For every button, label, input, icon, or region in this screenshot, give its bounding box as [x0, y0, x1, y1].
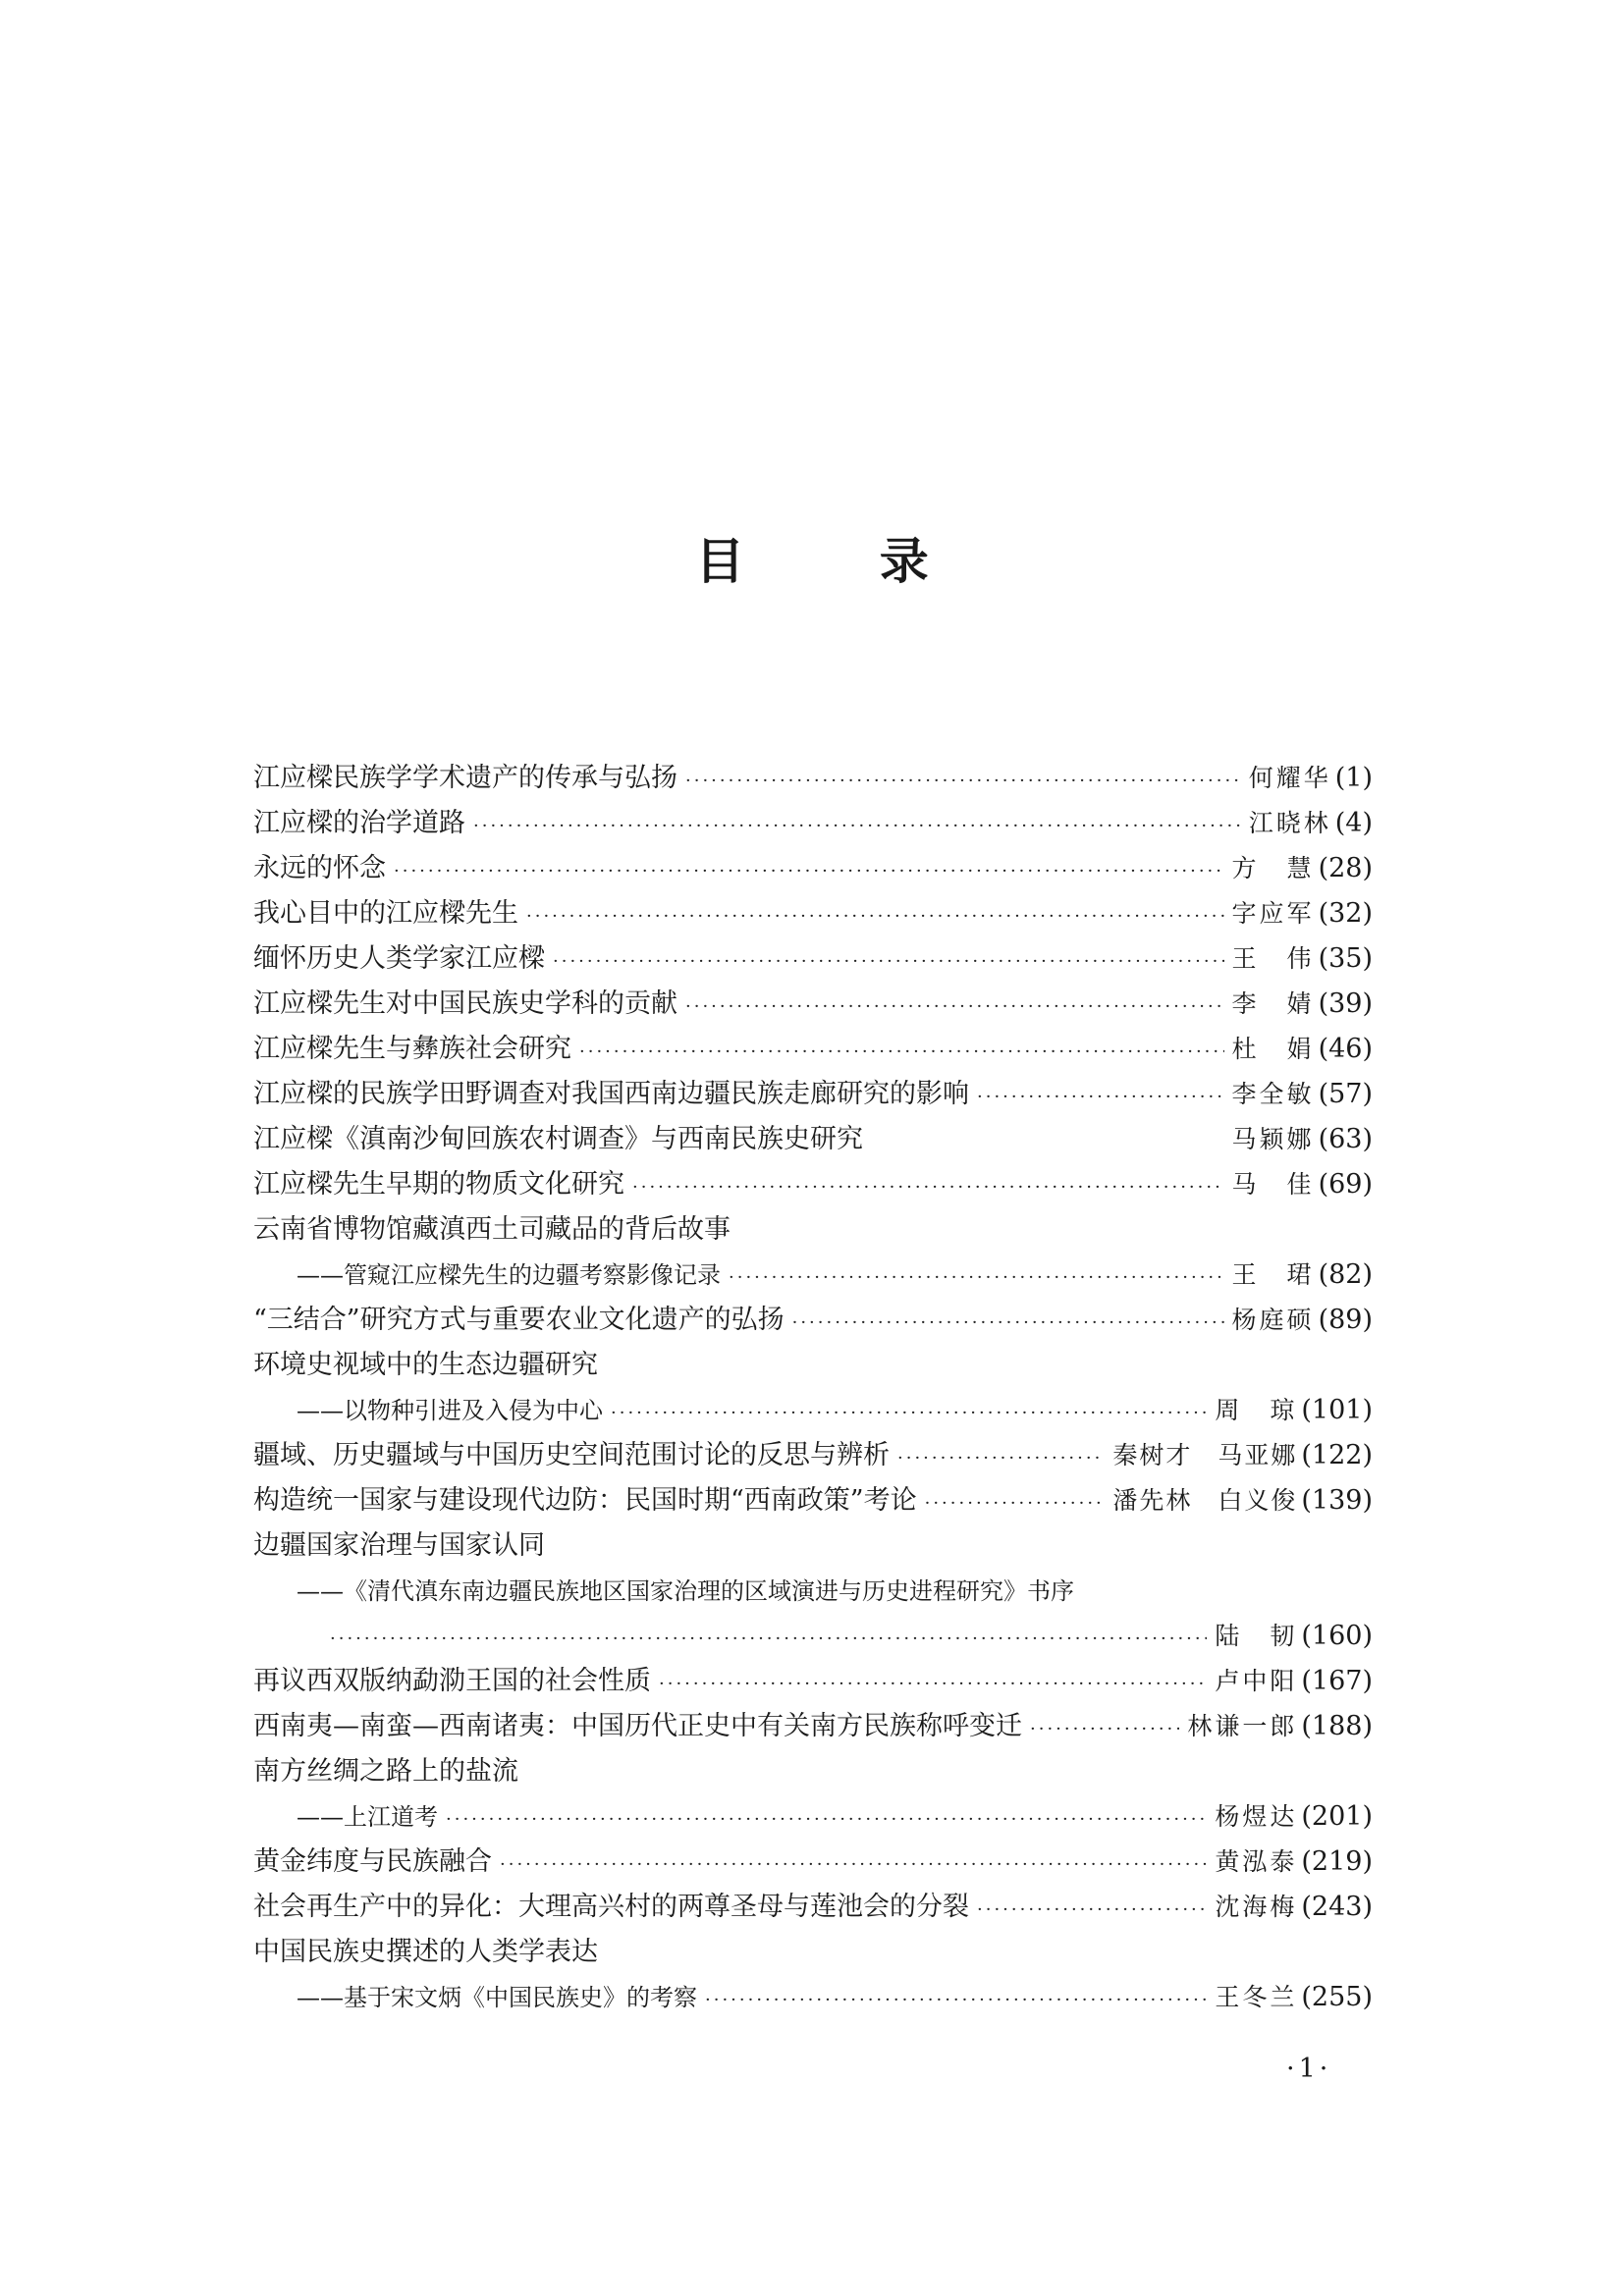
toc-entry-page: (28): [1318, 853, 1373, 883]
toc-entry-subtitle: [253, 1253, 1373, 1298]
toc-entry-page: (32): [1318, 898, 1373, 929]
toc-entry-page: (63): [1318, 1124, 1373, 1154]
toc-entry-title: 江应樑《滇南沙甸回族农村调查》与西南民族史研究: [253, 1124, 863, 1154]
toc-entry-subtitle-text: ——管窥江应樑先生的边疆考察影像记录: [297, 1261, 721, 1289]
toc-leader-dots: [394, 849, 1224, 894]
toc-leader-dots: [729, 1255, 1224, 1301]
toc-entry-author-second: 白义俊: [1218, 1486, 1298, 1515]
toc-entry-title: 云南省博物馆藏滇西土司藏品的背后故事: [253, 1214, 731, 1245]
toc-entry-page: (243): [1301, 1892, 1373, 1922]
toc-entry-title: 构造统一国家与建设现代边防：民国时期“西南政策”考论: [253, 1485, 917, 1516]
toc-entry-continuation: [253, 1614, 1373, 1659]
toc-entry: [253, 1072, 1373, 1117]
toc-entry-page: (57): [1318, 1079, 1373, 1109]
toc-entry-author: 杜 娟: [1231, 1035, 1315, 1063]
toc-entry-title: 社会再生产中的异化：大理高兴村的两尊圣母与莲池会的分裂: [253, 1892, 969, 1922]
toc-entry-title: 边疆国家治理与国家认同: [253, 1530, 545, 1561]
toc-entry-heading: [253, 1930, 1373, 1975]
toc-entry-subtitle: [253, 1388, 1373, 1433]
toc-entry-author: 杨庭硕: [1231, 1306, 1315, 1334]
toc-entry: [253, 1162, 1373, 1207]
toc-entry: [253, 1117, 1373, 1162]
toc-entry-title: 江应樑的治学道路: [253, 808, 465, 838]
toc-entry-title: 环境史视域中的生态边疆研究: [253, 1350, 598, 1380]
toc-entry-page: (39): [1318, 988, 1373, 1019]
toc-entry-title: 南方丝绸之路上的盐流: [253, 1756, 518, 1787]
toc-leader-dots: [446, 1797, 1207, 1842]
toc-leader-dots: [500, 1842, 1207, 1888]
toc-entry: [253, 1704, 1373, 1749]
toc-entry: [253, 1840, 1373, 1885]
toc-leader-dots: [792, 1301, 1224, 1346]
toc-entry-author: 王冬兰: [1215, 1983, 1298, 2011]
toc-entry-page: (122): [1301, 1440, 1373, 1470]
toc-entry-author: 陆 韧: [1215, 1622, 1298, 1650]
toc-entry-page: (89): [1318, 1305, 1373, 1335]
toc-entry-page: (139): [1301, 1485, 1373, 1516]
toc-entry-author: 周 琼: [1215, 1396, 1298, 1424]
toc-leader-dots: [977, 1888, 1207, 1933]
toc-entry-subtitle-text: ——基于宋文炳《中国民族史》的考察: [297, 1984, 697, 2011]
toc-entry-heading: [253, 1749, 1373, 1794]
page-title: 目 录: [695, 532, 988, 590]
toc-leader-dots: [685, 985, 1224, 1030]
toc-entry: [253, 1885, 1373, 1930]
toc-entry: [253, 936, 1373, 982]
toc-leader-dots: [330, 1617, 1207, 1662]
toc-entry: [253, 1659, 1373, 1704]
toc-entry: [253, 1298, 1373, 1343]
toc-entry-subtitle-text: ——《清代滇东南边疆民族地区国家治理的区域演进与历史进程研究》书序: [297, 1577, 1074, 1605]
toc-entry-author: 何耀华: [1248, 764, 1331, 792]
toc-entry-page: (46): [1318, 1034, 1373, 1064]
toc-entry: [253, 801, 1373, 846]
toc-entry-title: 江应樑民族学学术遗产的传承与弘扬: [253, 763, 677, 793]
toc-entry-author: 黄泓泰: [1215, 1847, 1298, 1876]
toc-entry-authors: [1112, 1433, 1297, 1478]
toc-entry-author: 王 珺: [1231, 1260, 1315, 1289]
toc-entry-author: 潘先林: [1112, 1486, 1193, 1515]
toc-entry: [253, 1478, 1373, 1523]
toc-entry-heading: [253, 1523, 1373, 1569]
table-of-contents: [253, 756, 1373, 2020]
toc-entry-page: (167): [1301, 1666, 1373, 1696]
toc-leader-dots: [473, 804, 1241, 849]
toc-leader-dots: [1030, 1707, 1179, 1752]
toc-leader-dots: [579, 1030, 1224, 1075]
toc-entry-page: (69): [1318, 1169, 1373, 1200]
toc-entry-page: (160): [1301, 1621, 1373, 1651]
toc-entry-author: 卢中阳: [1215, 1667, 1298, 1695]
toc-entry-authors: [1112, 1478, 1297, 1523]
toc-entry: [253, 891, 1373, 936]
toc-entry-page: (35): [1318, 943, 1373, 974]
toc-entry-title: 黄金纬度与民族融合: [253, 1846, 492, 1877]
toc-entry-author: 马颖娜: [1231, 1125, 1315, 1153]
toc-leader-dots: [977, 1075, 1224, 1120]
toc-entry-author: 杨煜达: [1215, 1802, 1298, 1831]
toc-entry-subtitle: [253, 1569, 1373, 1614]
toc-entry-heading: [253, 1207, 1373, 1253]
toc-entry-title: 再议西双版纳勐泐王国的社会性质: [253, 1666, 651, 1696]
toc-entry: [253, 1027, 1373, 1072]
page-number: ·1·: [1286, 2054, 1332, 2084]
toc-entry-page: (101): [1301, 1395, 1373, 1425]
toc-entry-title: “三结合”研究方式与重要农业文化遗产的弘扬: [253, 1305, 785, 1335]
toc-entry-subtitle-text: ——以物种引进及入侵为中心: [297, 1397, 603, 1424]
toc-entry-title: 江应樑先生对中国民族史学科的贡献: [253, 988, 677, 1019]
toc-entry-author: 王 伟: [1231, 944, 1315, 973]
toc-entry: [253, 982, 1373, 1027]
toc-entry-page: (4): [1334, 808, 1373, 838]
toc-entry-subtitle: [253, 1975, 1373, 2020]
toc-entry: [253, 846, 1373, 891]
toc-entry-title: 永远的怀念: [253, 853, 386, 883]
toc-leader-dots: [632, 1165, 1224, 1210]
toc-leader-dots: [925, 1481, 1106, 1526]
toc-entry-subtitle-text: ——上江道考: [297, 1803, 438, 1831]
toc-entry-title: 疆域、历史疆域与中国历史空间范围讨论的反思与辨析: [253, 1440, 890, 1470]
toc-entry: [253, 756, 1373, 801]
toc-entry-author: 秦树才: [1112, 1441, 1193, 1469]
toc-leader-dots: [611, 1391, 1207, 1436]
toc-entry-author: 字应军: [1231, 899, 1315, 928]
toc-entry-title: 江应樑的民族学田野调查对我国西南边疆民族走廊研究的影响: [253, 1079, 969, 1109]
toc-entry-author: 江晓林: [1248, 809, 1331, 837]
toc-entry-author-second: 马亚娜: [1218, 1441, 1298, 1469]
toc-entry-title: 中国民族史撰述的人类学表达: [253, 1937, 598, 1967]
toc-entry-page: (219): [1301, 1846, 1373, 1877]
toc-entry-author: 沈海梅: [1215, 1893, 1298, 1921]
toc-leader-dots: [659, 1662, 1207, 1707]
toc-entry-heading: [253, 1343, 1373, 1388]
toc-entry-title: 江应樑先生早期的物质文化研究: [253, 1169, 624, 1200]
toc-leader-dots: [685, 759, 1241, 804]
toc-entry-title: 西南夷—南蛮—西南诸夷：中国历代正史中有关南方民族称呼变迁: [253, 1711, 1022, 1741]
toc-leader-dots: [705, 1978, 1207, 2023]
toc-leader-dots: [553, 939, 1224, 985]
toc-entry-author: 林谦一郎: [1187, 1712, 1298, 1740]
toc-entry-author: 马 佳: [1231, 1170, 1315, 1199]
toc-entry-page: (201): [1301, 1801, 1373, 1832]
toc-entry-page: (255): [1301, 1982, 1373, 2012]
toc-entry-page: (82): [1318, 1259, 1373, 1290]
toc-entry-page: (1): [1334, 763, 1373, 793]
toc-entry-author: 李 婧: [1231, 989, 1315, 1018]
toc-entry-author: 方 慧: [1231, 854, 1315, 882]
toc-entry-author: 李全敏: [1231, 1080, 1315, 1108]
toc-entry-page: (188): [1301, 1711, 1373, 1741]
toc-leader-dots: [526, 894, 1224, 939]
toc-entry: [253, 1433, 1373, 1478]
toc-entry-title: 我心目中的江应樑先生: [253, 898, 518, 929]
toc-entry-title: 缅怀历史人类学家江应樑: [253, 943, 545, 974]
toc-entry-subtitle: [253, 1794, 1373, 1840]
toc-leader-dots: [897, 1436, 1105, 1481]
toc-entry-title: 江应樑先生与彝族社会研究: [253, 1034, 571, 1064]
